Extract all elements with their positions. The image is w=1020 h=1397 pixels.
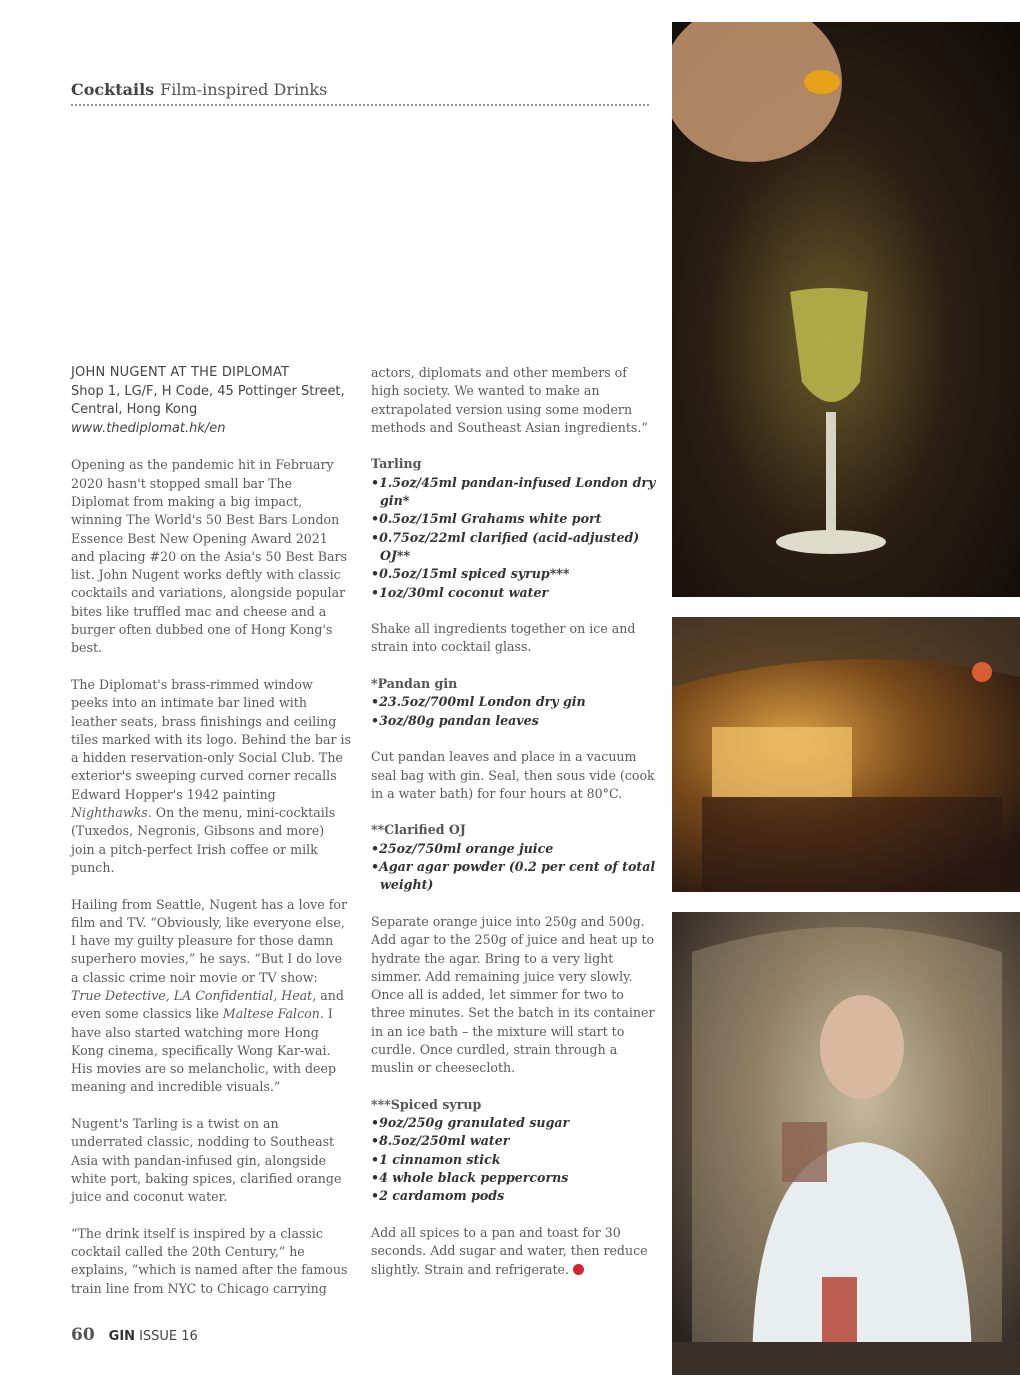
page-number: 60 [71,1325,95,1345]
recipe-method: Shake all ingredients together on ice and strain into cocktail glass. [371,621,636,655]
recipe-title: ***Spiced syrup [371,1096,482,1112]
ingredient-list [371,1114,656,1205]
ingredient-item: • 25oz/750ml orange juice [371,840,656,858]
ingredient-item: • 23.5oz/700ml London dry gin [371,693,656,711]
ingredient-item: • 0.5oz/15ml spiced syrup*** [371,565,656,583]
body-paragraph: “The drink itself is inspired by a classic cocktail called the 20th Century,” he explains, “which is named after the famous train line from NYC to Chicago carrying [71,1225,348,1296]
dotted-divider [71,104,649,106]
body-paragraph: actors, diplomats and other members of high society. We wanted to make an extrapolated version using some modern methods and Southeast Asian ingredients.” [371,365,648,435]
ingredient-item: • 9oz/250g granulated sugar [371,1114,656,1132]
ingredient-item: • 1.5oz/45ml pandan-infused London dry gin* [371,474,656,511]
ingredient-item: • 0.5oz/15ml Grahams white port [371,510,656,528]
magazine-name: GIN [108,1329,136,1344]
end-mark-icon [573,1264,584,1275]
body-paragraph: Hailing from Seattle, Nugent has a love for film and TV. “Obviously, like everyone else, I have my guilty pleasure for those damn superhero movies,” he says. “But I do love a classic crime noir movie or TV show: True Detective, LA Confidential, Heat, and even some classics like Maltese Falcon. I have also started watching more Hong Kong cinema, specifically Wong Kar-wai. His movies are so melancholic, with deep meaning and incredible visuals.” [71,896,348,1095]
venue-address: Shop 1, LG/F, H Code, 45 Pottinger Street, Central, Hong Kong [71,383,345,418]
column-right [371,364,656,1297]
ingredient-list [371,474,656,602]
ingredient-list [371,693,656,730]
ingredient-item: • 1 cinnamon stick [371,1151,656,1169]
recipe-title: **Clarified OJ [371,822,466,838]
recipe-method: Cut pandan leaves and place in a vacuum seal bag with gin. Seal, then sous vide (cook in a water bath) for four hours at 80°C. [371,749,655,801]
recipe-method: Add all spices to a pan and toast for 30 seconds. Add sugar and water, then reduce slightly. Strain and refrigerate. [371,1224,648,1277]
section-subtitle: Film-inspired Drinks [160,80,328,99]
ingredient-item: • 8.5oz/250ml water [371,1132,656,1150]
cocktail-photo [672,22,1020,597]
issue-number: ISSUE 16 [139,1329,198,1344]
ingredient-list [371,840,656,895]
body-paragraph: Opening as the pandemic hit in February 2020 hasn't stopped small bar The Diplomat from making a big impact, winning The World's 50 Best Bars London Essence Best New Opening Award 2021 and placing #20 on the Asia's 50 Best Bars list. John Nugent works deftly with classic cocktails and variations, alongside popular bites like truffled mac and cheese and a burger often dubbed one of Hong Kong's best. [71,457,347,656]
recipe-method: Separate orange juice into 250g and 500g. Add agar to the 250g of juice and heat up to hydrate the agar. Bring to a very light simmer. Add remaining juice very slowly. Once all is added, let simmer for two to three minutes. Set the batch in its container in an ice bath – the mixture will start to curdle. Once curdled, strain through a muslin or cheesecloth. [371,913,655,1076]
ingredient-item: • 3oz/80g pandan leaves [371,712,656,730]
ingredient-item: • 2 cardamom pods [371,1187,656,1205]
venue-url[interactable]: www.thediplomat.hk/en [71,420,226,436]
page-footer [71,1325,198,1345]
section-header [71,80,649,99]
bar-interior-photo [672,617,1020,892]
body-paragraph: Nugent's Tarling is a twist on an underrated classic, nodding to Southeast Asia with pandan-infused gin, alongside white port, baking spices, clarified orange juice and coconut water. [71,1116,342,1205]
ingredient-item: • 4 whole black peppercorns [371,1169,656,1187]
section-title: Cocktails [71,80,155,99]
bartender-photo [672,912,1020,1375]
venue-info [71,364,351,438]
ingredient-item: • 0.75oz/22ml clarified (acid-adjusted) OJ** [371,529,656,566]
body-paragraph: The Diplomat's brass-rimmed window peeks into an intimate bar lined with leather seats, brass finishings and ceiling tiles marked with its logo. Behind the bar is a hidden reservation-only Social Club. The exterior's sweeping curved corner recalls Edward Hopper's 1942 painting Nighthawks. On the menu, mini-cocktails (Tuxedos, Negronis, Gibsons and more) join a pitch-perfect Irish coffee or milk punch. [71,676,351,875]
ingredient-item: • Agar agar powder (0.2 per cent of total weight) [371,858,656,895]
venue-name: JOHN NUGENT AT THE DIPLOMAT [71,365,290,380]
recipe-title: Tarling [371,456,422,472]
ingredient-item: • 1oz/30ml coconut water [371,584,656,602]
column-left [71,364,351,1316]
recipe-title: *Pandan gin [371,676,458,692]
